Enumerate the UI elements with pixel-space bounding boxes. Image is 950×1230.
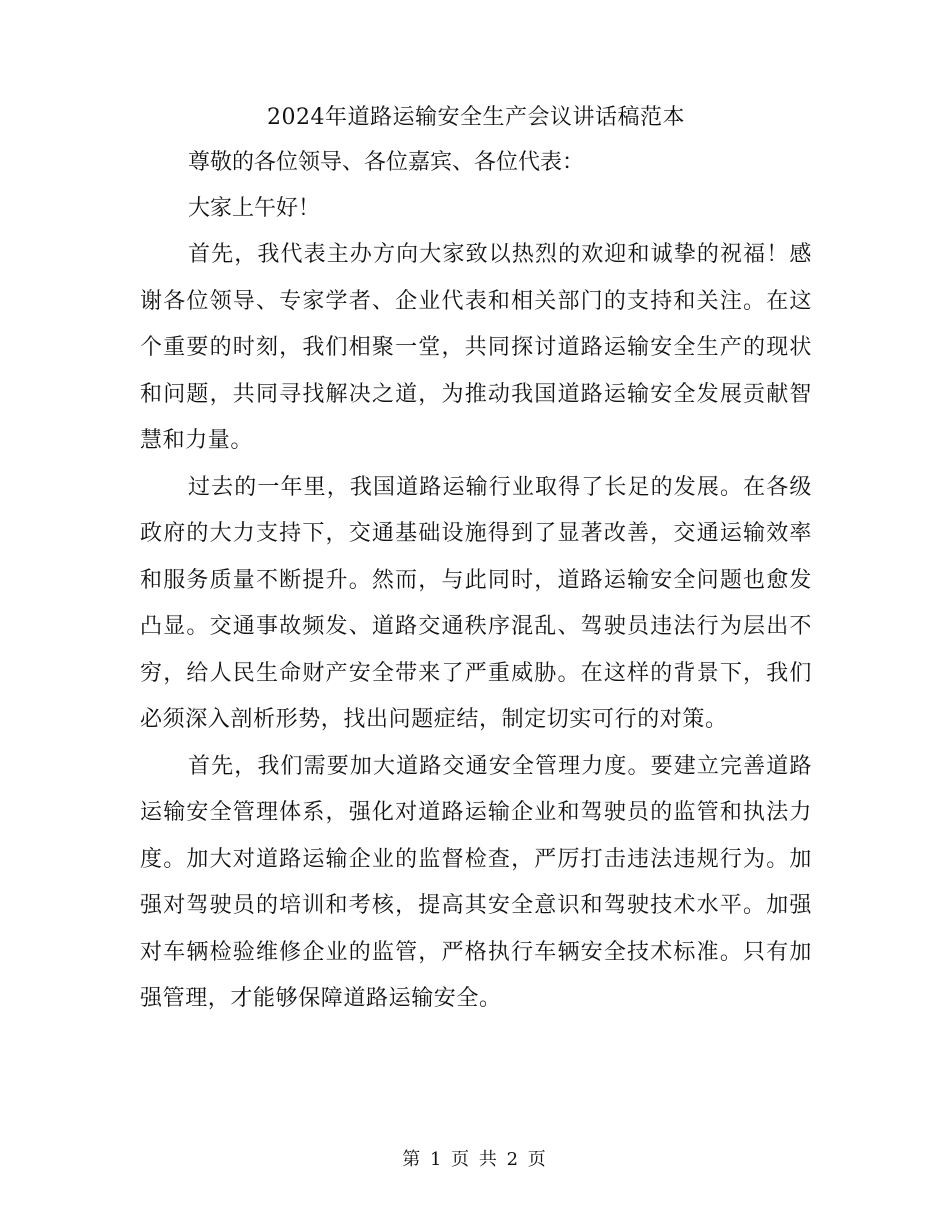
document-title: 2024年道路运输安全生产会议讲话稿范本 <box>267 105 685 130</box>
paragraph-3: 首先，我们需要加大道路交通安全管理力度。要建立完善道路运输安全管理体系，强化对道路运输企业和驾驶员的监管和执法力度。加大对道路运输企业的监督检查，严厉打击违法违规行为。加强对驾驶员的培训和考核，提高其安全意识和驾驶技术水平。加强对车辆检验维修企业的监管，严格执行车辆安全技术标准。只有加强管理，才能够保障道路运输安全。 <box>140 753 812 1011</box>
document-body <box>140 96 812 1023</box>
page-number-footer: 第 1 页 共 2 页 <box>402 1149 548 1170</box>
greeting: 大家上午好！ <box>188 196 321 221</box>
paragraph-2: 过去的一年里，我国道路运输行业取得了长足的发展。在各级政府的大力支持下，交通基础设施得到了显著改善，交通运输效率和服务质量不断提升。然而，与此同时，道路运输安全问题也愈发凸显。交通事故频发、道路交通秩序混乱、驾驶员违法行为层出不穷，给人民生命财产安全带来了严重威胁。在这样的背景下，我们必须深入剖析形势，找出问题症结，制定切实可行的对策。 <box>140 474 812 732</box>
salutation: 尊敬的各位领导、各位嘉宾、各位代表： <box>188 150 585 175</box>
paragraph-1: 首先，我代表主办方向大家致以热烈的欢迎和诚挚的祝福！感谢各位领导、专家学者、企业代表和相关部门的支持和关注。在这个重要的时刻，我们相聚一堂，共同探讨道路运输安全生产的现状和问题，共同寻找解决之道，为推动我国道路运输安全发展贡献智慧和力量。 <box>140 242 812 453</box>
